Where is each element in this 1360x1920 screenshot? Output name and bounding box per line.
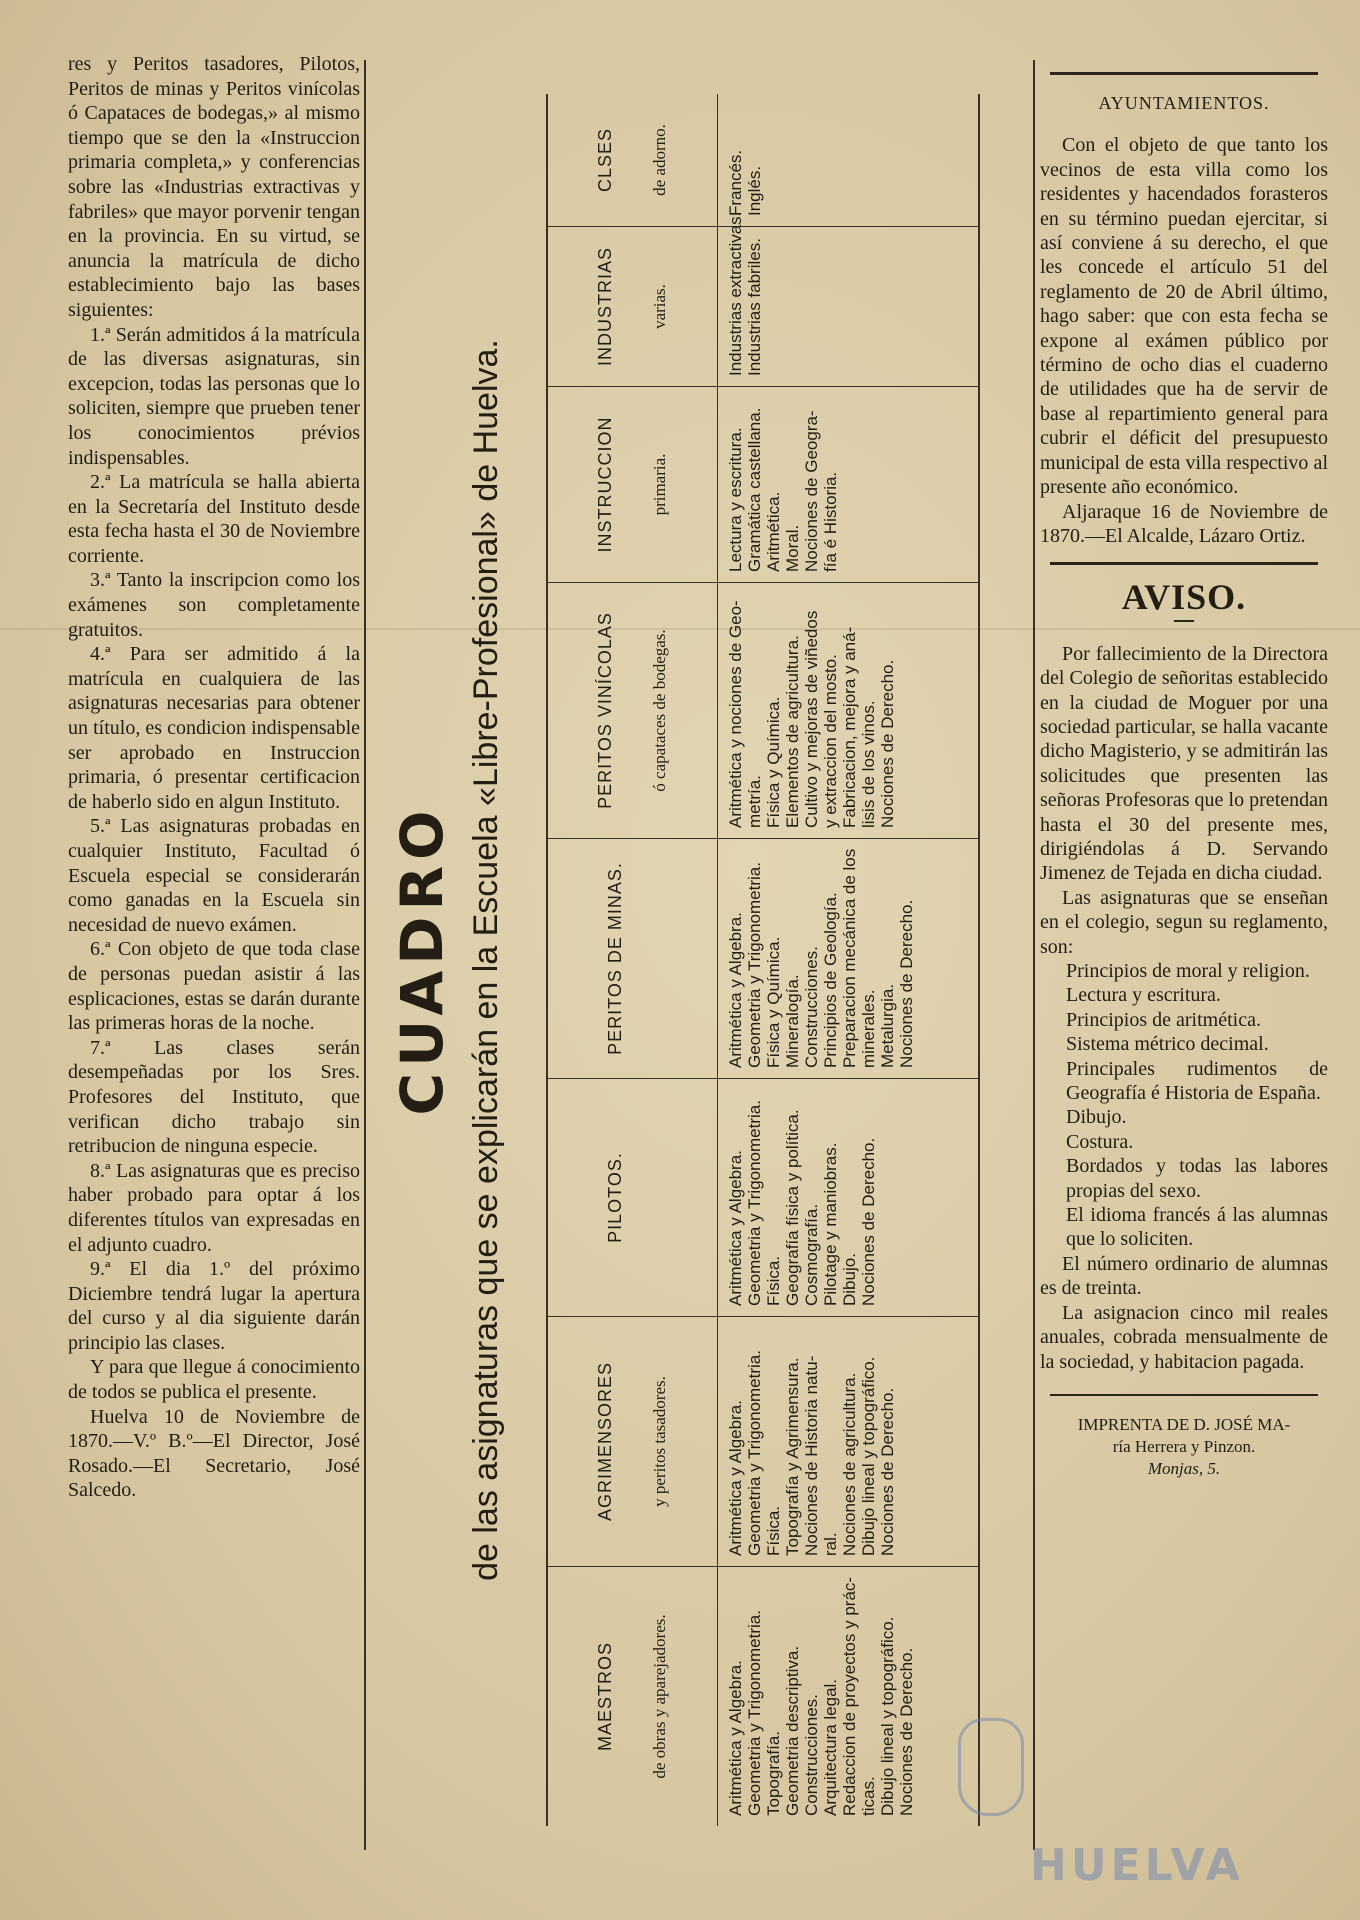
aviso-heading: AVISO.	[1121, 577, 1247, 618]
subject-item: Topografía.	[764, 1730, 783, 1816]
subject-item: Inglés.	[745, 165, 764, 216]
imprenta-block	[1040, 1414, 1328, 1480]
column-divider-right	[1033, 60, 1035, 1850]
cuadro-column	[548, 211, 978, 386]
cuadro-rotated	[370, 60, 1025, 1860]
subject-item: Física.	[764, 1255, 783, 1306]
cuadro-column-head	[548, 839, 718, 1078]
cuadro-column-head	[548, 227, 718, 386]
subject-item: Gramática castellana.	[745, 407, 764, 572]
subject-item: Geografía física y política.	[783, 1109, 802, 1306]
subject-item: Dibujo lineal y topográfico.	[859, 1356, 878, 1556]
closing-paragraph: Y para que llegue á conocimiento de todos se publica el presente.	[68, 1356, 360, 1404]
cuadro-column	[548, 1316, 978, 1566]
cuadro-column-head	[548, 1079, 718, 1316]
intro-paragraph: res y Peritos tasadores, Pilotos, Peritos de minas y Peritos vinícolas ó Capataces de bodegas,» al mismo tiempo que se den la «Instruccion primaria completa,» y conferencias sobre las «Industrias extractivas y fabriles» que mayor porvenir tengan en la provincia. En su virtud, se anuncia la matrícula de dicho establecimiento bajo las bases siguientes:	[68, 53, 360, 321]
base-8: 8.ª Las asignaturas que es preciso haber probado para optar á los diferentes títulos van expresadas en el adjunto cuadro.	[68, 1159, 360, 1256]
subject-item: Francés.	[726, 149, 745, 216]
imprenta-line-3: Monjas, 5.	[1147, 1458, 1221, 1478]
aviso-subject-item: El idioma francés á las alumnas que lo soliciten.	[1066, 1204, 1328, 1251]
cuadro-title: CUADRO	[388, 804, 456, 1116]
top-rule	[1050, 72, 1318, 75]
base-6: 6.ª Con objeto de que toda clase de personas puedan asistir á las esplicaciones, estas se darán durante las primeras horas de la noche.	[68, 938, 360, 1035]
imprenta-line-1: IMPRENTA DE D. JOSÉ MA-	[1077, 1414, 1291, 1434]
subject-item: ticas.	[859, 1776, 878, 1816]
cuadro-column-head	[548, 1567, 718, 1826]
subject-item: Moral.	[783, 524, 802, 572]
base-5: 5.ª Las asignaturas probadas en cualquier Instituto, Facultad ó Escuela especial se considerarán como ganadas en la Escuela sin necesidad de nuevo exámen.	[68, 815, 360, 936]
cuadro-column-subjects	[718, 211, 772, 386]
subject-item: Preparacion mecánica de los	[840, 848, 859, 1068]
aviso-list-intro: Las asignaturas que se enseñan en el colegio, segun su reglamento, son:	[1040, 886, 1328, 958]
base-3: 3.ª Tanto la inscripcion como los exámenes son completamente gratuitos.	[68, 569, 360, 641]
cuadro-column	[548, 1566, 978, 1826]
base-2: 2.ª La matrícula se halla abierta en la Secretaría del Instituto desde esta fecha hasta el 30 de Noviembre corriente.	[68, 471, 360, 567]
subject-item: Principios de Geología.	[821, 892, 840, 1068]
subject-item: Nociones de Derecho.	[897, 899, 916, 1068]
subject-item: Nociones de Geogra-	[802, 410, 821, 572]
cuadro-column-subjects	[718, 583, 905, 838]
aviso-subject-item: Sistema métrico decimal.	[1066, 1033, 1269, 1056]
cuadro-column-head	[548, 94, 718, 226]
subject-item: Mineralogía.	[783, 974, 802, 1068]
cuadro-column	[548, 386, 978, 582]
subject-item: Aritmética y Algebra.	[726, 1400, 745, 1556]
subject-item: Metalurgia.	[878, 983, 897, 1068]
subject-item: Dibujo.	[840, 1253, 859, 1306]
aviso-subject-item: Principales rudimentos de Geografía é Historia de España.	[1066, 1057, 1328, 1105]
cuadro-column-subjects	[718, 1317, 905, 1566]
bottom-rule	[1050, 1394, 1318, 1396]
cuadro-column-title: PERITOS VINÍCOLAS	[595, 612, 615, 809]
cuadro-column-title: PILOTOS.	[605, 1152, 625, 1243]
cuadro-column-head	[548, 387, 718, 582]
subject-item: Industrias extractivas.	[726, 211, 745, 376]
cuadro-column-subjects	[718, 1567, 924, 1826]
right-column	[1040, 72, 1328, 1480]
subject-item: y extraccion del mosto.	[821, 654, 840, 828]
left-column	[68, 52, 360, 1503]
subject-item: Nociones de Historia natu-	[802, 1355, 821, 1556]
cuadro-column	[548, 582, 978, 838]
subject-item: Elementos de agricultura.	[783, 635, 802, 828]
subject-item: Redaccion de proyectos y prác-	[840, 1576, 859, 1816]
subject-item: ral.	[821, 1532, 840, 1556]
cuadro-column-title: CLSES	[595, 127, 615, 193]
subject-item: Topografía y Agrimensura.	[783, 1357, 802, 1556]
subject-item: Aritmética y nociones de Geo-	[726, 600, 745, 828]
cuadro-table	[546, 94, 980, 1826]
aviso-asignacion: La asignacion cinco mil reales anuales, cobrada mensualmente de la sociedad, y habitacion pagada.	[1040, 1301, 1328, 1373]
subject-item: Fabricacion, mejora y aná-	[840, 626, 859, 828]
aviso-subject-item: Principios de moral y religion.	[1066, 960, 1310, 982]
cuadro-column	[548, 94, 978, 226]
subject-item: lisis de los vinos.	[859, 700, 878, 828]
column-divider-left	[364, 60, 366, 1850]
subject-item: Cultivo y mejoras de viñedos	[802, 610, 821, 828]
subject-item: Dibujo lineal y topográfico.	[878, 1616, 897, 1816]
cuadro-column-subtitle: ó capataces de bodegas.	[650, 629, 669, 792]
cuadro-column-head	[548, 583, 718, 838]
aviso-alumnas: El número ordinario de alumnas es de treinta.	[1040, 1252, 1328, 1300]
subject-item: minerales.	[859, 989, 878, 1068]
cuadro-title-block	[390, 60, 540, 1860]
subject-item: Construcciones.	[802, 1694, 821, 1816]
watermark-text: HUELVA	[1030, 1840, 1244, 1891]
aviso-subject-item: Costura.	[1066, 1130, 1134, 1153]
cuadro-column-title: MAESTROS	[595, 1642, 615, 1752]
imprenta-line-2: ría Herrera y Pinzon.	[1112, 1436, 1256, 1456]
cuadro-column-subjects	[718, 839, 924, 1078]
subject-item: Nociones de Derecho.	[878, 1387, 897, 1556]
subject-item: Lectura y escritura.	[726, 427, 745, 572]
subject-item: Aritmética y Algebra.	[726, 1660, 745, 1816]
subject-item: Aritmética y Algebra.	[726, 1150, 745, 1306]
subject-item: Geometria y Trigonometria.	[745, 1100, 764, 1306]
subject-item: Nociones de Derecho.	[878, 659, 897, 828]
base-4: 4.ª Para ser admitido á la matrícula en cualquiera de las asignaturas necesarias para obtener un título, es condicion indispensable ser aprobado en Instruccion primaria, ó presentar certificacion de haberlo sido en algun Instituto.	[68, 643, 360, 813]
cuadro-column	[548, 1078, 978, 1316]
subject-item: fía é Historia.	[821, 471, 840, 572]
ayuntamientos-text: Con el objeto de que tanto los vecinos de esta villa como los residentes y hacendados forasteros en su término puedan ejercitar, si así conviene á su derecho, el que les concede el artículo 51 del reglamento de 20 de Abril último, hago saber: que con esta fecha se expone al exámen público por término de ocho dias el cuaderno de utilidades que ha de servir de base al repartimiento general para cubrir el déficit del presupuesto municipal de esta villa respectivo al presente año económico.	[1040, 134, 1328, 499]
library-seal-icon	[958, 1718, 1024, 1816]
ayuntamientos-heading: AYUNTAMIENTOS.	[1098, 93, 1270, 113]
cuadro-column-title: INDUSTRIAS	[595, 247, 615, 367]
base-7: 7.ª Las clases serán desempeñadas por los Sres. Profesores del Instituto, que verifican dicho trabajo sin retribucion de ninguna especie.	[68, 1036, 360, 1158]
cuadro-column-subtitle: varias.	[650, 284, 669, 329]
cuadro-column-subtitle: de obras y aparejadores.	[650, 1614, 669, 1779]
cuadro-column-subtitle: y peritos tasadores.	[650, 1376, 669, 1507]
aviso-subject-item: Principios de aritmética.	[1066, 1008, 1261, 1031]
subject-item: Pilotage y maniobras.	[821, 1142, 840, 1306]
subject-item: Nociones de Derecho.	[859, 1137, 878, 1306]
cuadro-column-subjects	[718, 387, 848, 582]
subject-item: Física y Química.	[764, 936, 783, 1068]
subject-item: metría.	[745, 775, 764, 828]
cuadro-column-subjects	[718, 1079, 886, 1316]
subject-item: Industrias fabriles.	[745, 238, 764, 376]
section-rule	[1050, 562, 1318, 565]
cuadro-column-subtitle: primaria.	[650, 453, 669, 516]
subject-item: Arquitectura legal.	[821, 1678, 840, 1816]
subject-item: Cosmografía.	[802, 1203, 821, 1306]
subject-item: Nociones de Derecho.	[897, 1647, 916, 1816]
cuadro-column-head	[548, 1317, 718, 1566]
subject-item: Geometria y Trigonometria.	[745, 1350, 764, 1556]
cuadro-section	[370, 60, 1025, 1860]
subject-item: Física y Química.	[764, 696, 783, 828]
subject-item: Geometria y Trigonometria.	[745, 1610, 764, 1816]
base-1: 1.ª Serán admitidos á la matrícula de las diversas asignaturas, sin excepcion, todas las personas que lo soliciten, siempre que prueben tener los conocimientos prévios indispensables.	[68, 323, 360, 469]
base-9: 9.ª El dia 1.º del próximo Diciembre tendrá lugar la apertura del curso y al dia siguiente darán principio las clases.	[68, 1258, 360, 1354]
cuadro-column-subtitle: de adorno.	[650, 124, 669, 196]
subject-item: Física.	[764, 1505, 783, 1556]
subject-item: Aritmética y Algebra.	[726, 912, 745, 1068]
aviso-subject-item: Bordados y todas las labores propias del sexo.	[1066, 1155, 1328, 1202]
ayuntamientos-signature: Aljaraque 16 de Noviembre de 1870.—El Alcalde, Lázaro Ortiz.	[1040, 500, 1328, 547]
cuadro-column-title: AGRIMENSORES	[595, 1361, 615, 1522]
aviso-dash	[1174, 620, 1194, 622]
cuadro-column-title: PERITOS DE MINAS.	[605, 862, 625, 1055]
subject-item: Geometria y Trigonometria.	[745, 862, 764, 1068]
aviso-intro: Por fallecimiento de la Directora del Colegio de señoritas establecido en la ciudad de Moguer por una sociedad particular, se halla vacante dicho Magisterio, y se admitirán las solicitudes que presenten las señoras Profesoras que lo pretendan hasta el 30 del presente mes, dirigiéndolas á D. Servando Jimenez de Tejada en dicha ciudad.	[1040, 642, 1328, 885]
subject-item: Nociones de agricultura.	[840, 1372, 859, 1556]
subject-item: Geometria descriptiva.	[783, 1645, 802, 1816]
cuadro-subtitle: de las asignaturas que se explicarán en la Escuela «Libre-Profesional» de Huelva.	[467, 339, 505, 1581]
aviso-subject-item: Lectura y escritura.	[1066, 984, 1221, 1007]
signature-paragraph: Huelva 10 de Noviembre de 1870.—V.º B.º—El Director, José Rosado.—El Secretario, José Salcedo.	[68, 1405, 360, 1502]
aviso-subject-list	[1040, 959, 1328, 1252]
cuadro-column	[548, 838, 978, 1078]
subject-item: Construcciones.	[802, 946, 821, 1068]
aviso-subject-item: Dibujo.	[1066, 1106, 1127, 1129]
cuadro-column-subjects	[718, 94, 772, 226]
cuadro-column-title: INSTRUCCION	[595, 416, 615, 553]
subject-item: Aritmética.	[764, 491, 783, 572]
